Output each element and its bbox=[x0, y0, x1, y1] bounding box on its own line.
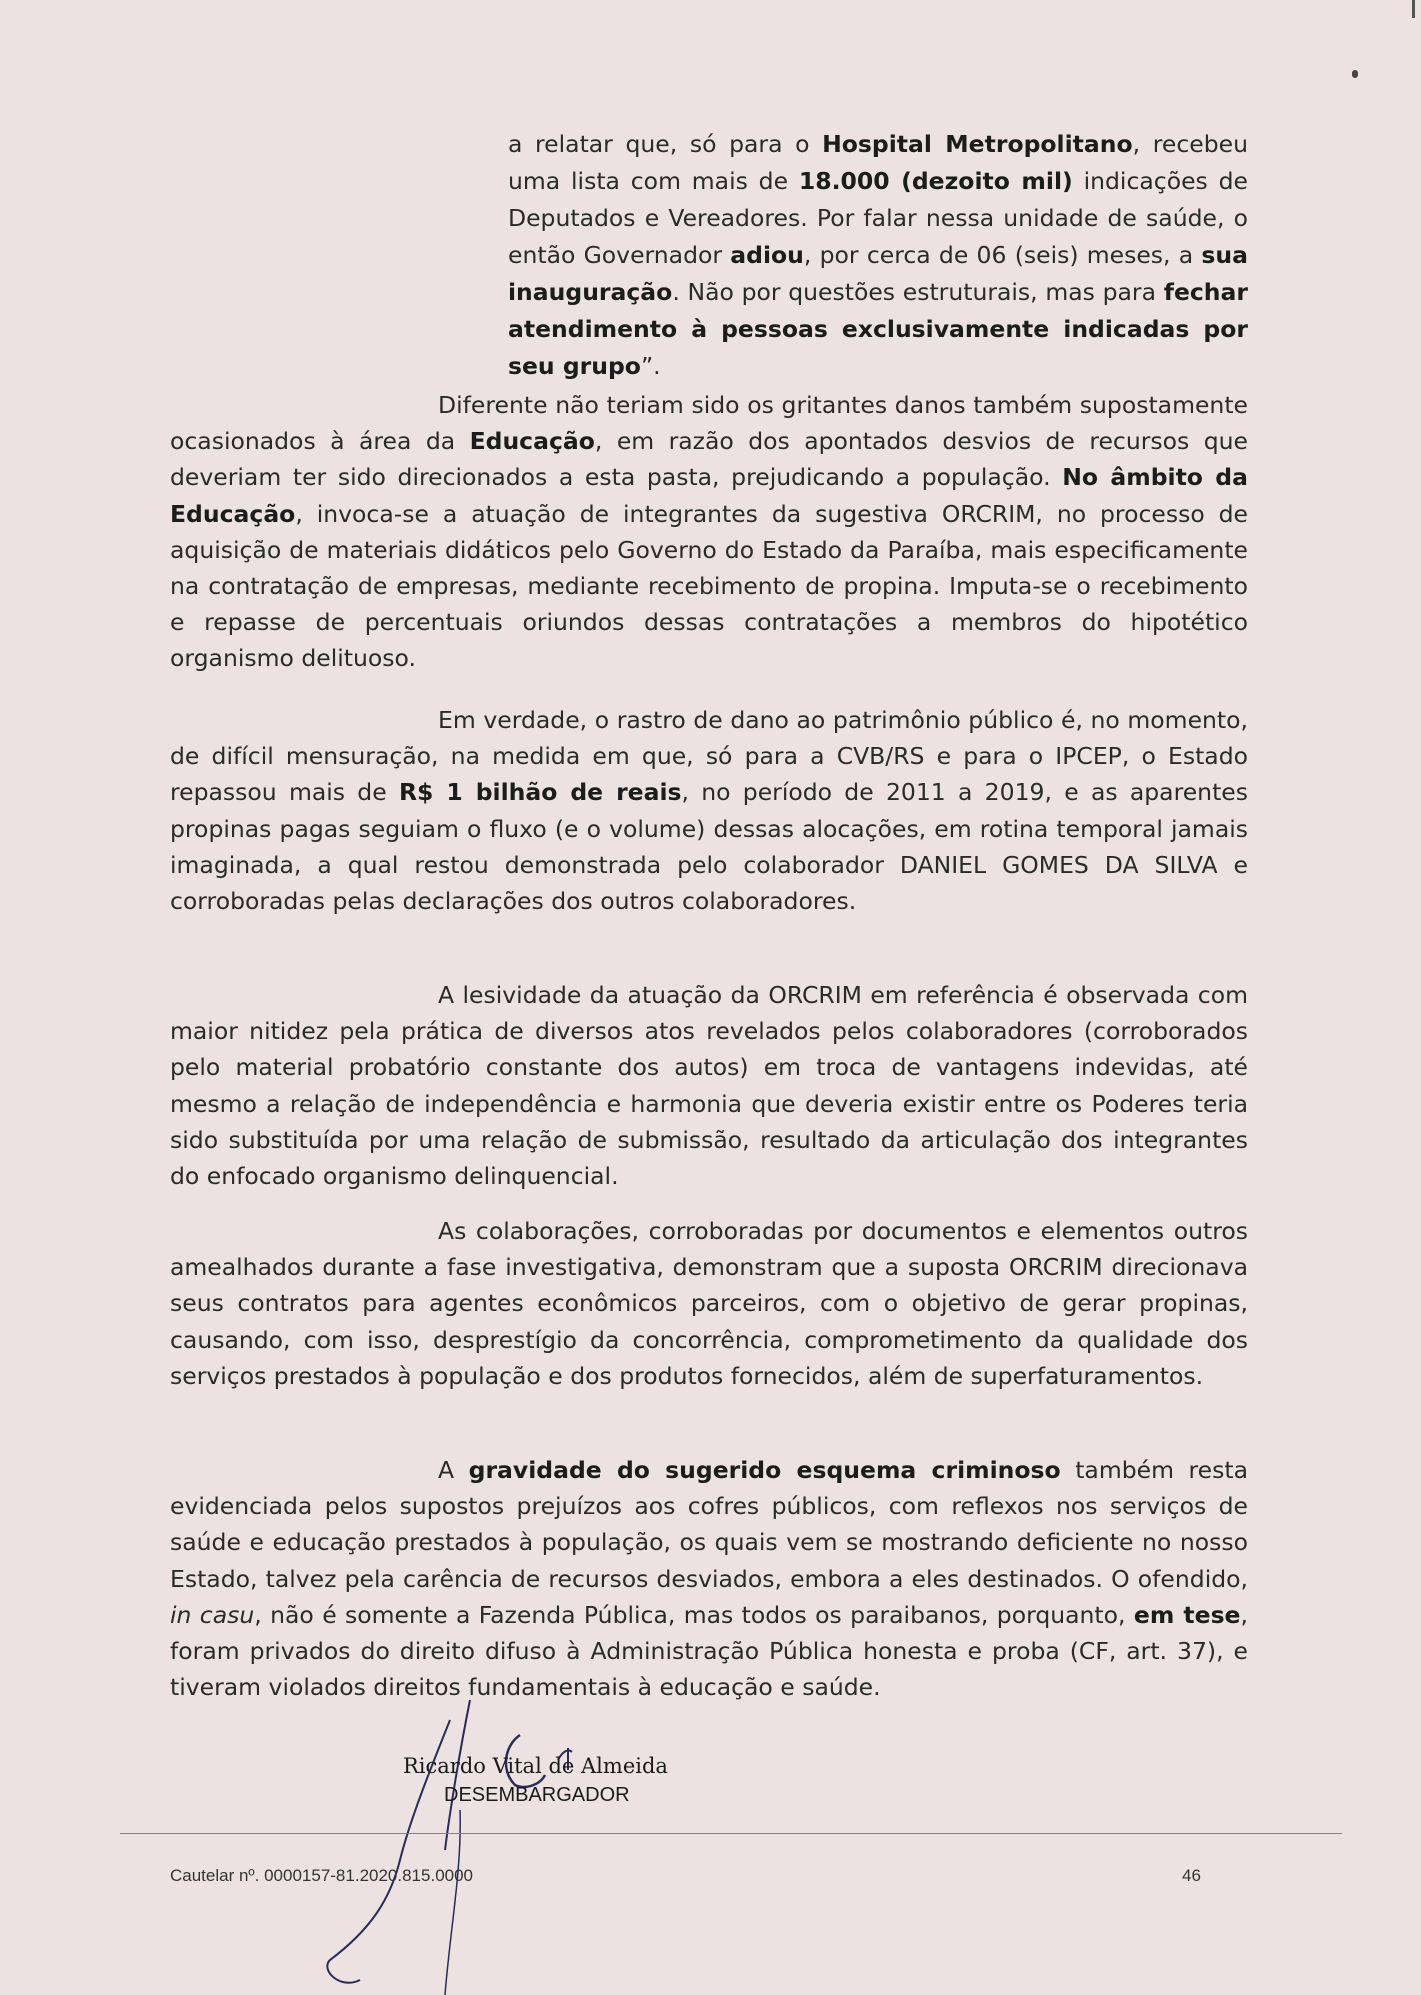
scan-edge-mark bbox=[1412, 0, 1415, 18]
paragraph-education: Diferente não teriam sido os gritantes danos também supostamente ocasionados à área da Educação, em razão dos apontados desvios de recursos que deveriam ter sido direcionados a esta pasta, prejudicando a população. No âmbito da Educação, invoca-se a atuação de integrantes da sugestiva ORCRIM, no processo de aquisição de materiais didáticos pelo Governo do Estado da Paraíba, mais especificamente na contratação de empresas, mediante recebimento de propina. Imputa-se o recebimento e repasse de percentuais oriundos dessas contratações a membros do hipotético organismo delituoso. bbox=[170, 391, 1248, 673]
paragraph-gravity: A gravidade do sugerido esquema criminoso também resta evidenciada pelos supostos prejuízos aos cofres públicos, com reflexos nos serviços de saúde e educação prestados à população, os quais vem se mostrando deficiente no nosso Estado, talvez pela carência de recursos desviados, embora a eles destinados. O ofendido, in casu, não é somente a Fazenda Pública, mas todos os paraibanos, porquanto, em tese, foram privados do direito difuso à Administração Pública honesta e proba (CF, art. 37), e tiveram violados direitos fundamentais à educação e saúde. bbox=[170, 1456, 1248, 1702]
paragraph-harm: A lesividade da atuação da ORCRIM em referência é observada com maior nitidez pela prática de diversos atos revelados pelos colaboradores (corroborados pelo material probatório constante dos autos) em troca de vantagens indevidas, até mesmo a relação de independência e harmonia que deveria existir entre os Poderes teria sido substituída por uma relação de submissão, resultado da articulação dos integrantes do enfocado organismo delinquencial. bbox=[170, 981, 1248, 1191]
scan-dot-mark bbox=[1352, 70, 1358, 78]
signature-title: DESEMBARGADOR bbox=[444, 1784, 630, 1806]
paragraph-collaborations: As colaborações, corroboradas por documentos e elementos outros amealhados durante a fase investigativa, demonstram que a suposta ORCRIM direcionava seus contratos para agentes econômicos parceiros, com o objetivo de gerar propinas, causando, com isso, desprestígio da concorrência, comprometimento da qualidade dos serviços prestados à população e dos produtos fornecidos, além de superfaturamentos. bbox=[170, 1217, 1248, 1390]
quoted-excerpt: a relatar que, só para o Hospital Metropolitano, recebeu uma lista com mais de 18.000 (dezoito mil) indicações de Deputados e Vereadores. Por falar nessa unidade de saúde, o então Governador adiou, por cerca de 06 (seis) meses, a sua inauguração. Não por questões estruturais, mas para fechar atendimento à pessoas exclusivamente indicadas por seu grupo”. bbox=[508, 130, 1248, 380]
footer-case-number: Cautelar nº. 0000157-81.2020.815.0000 bbox=[170, 1866, 474, 1885]
paragraph-damage: Em verdade, o rastro de dano ao patrimônio público é, no momento, de difícil mensuração, na medida em que, só para a CVB/RS e para o IPCEP, o Estado repassou mais de R$ 1 bilhão de reais, no período de 2011 a 2019, e as aparentes propinas pagas seguiam o fluxo (e o volume) dessas alocações, em rotina temporal jamais imaginada, a qual restou demonstrada pelo colaborador DANIEL GOMES DA SILVA e corroboradas pelas declarações dos outros colaboradores. bbox=[170, 706, 1248, 916]
signature-name: Ricardo Vital de Almeida bbox=[403, 1754, 668, 1778]
footer-page-number: 46 bbox=[1182, 1866, 1201, 1885]
footer-divider bbox=[120, 1833, 1342, 1834]
handwritten-signature bbox=[300, 1690, 630, 1995]
